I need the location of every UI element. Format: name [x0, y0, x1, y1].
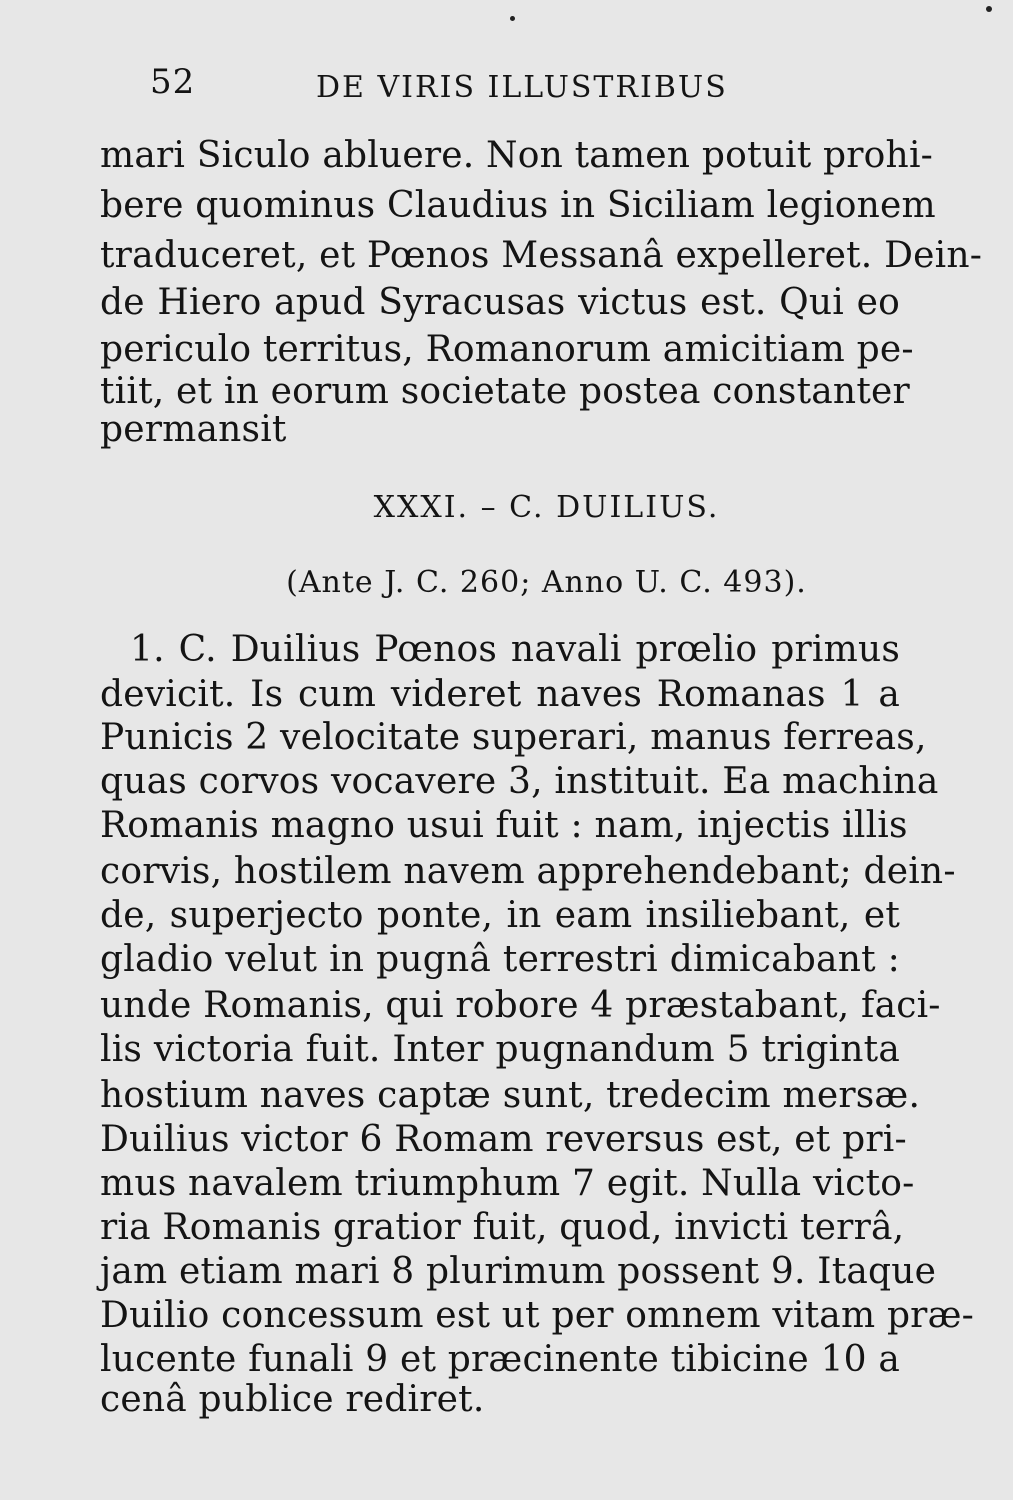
text-line: Punicis 2 velocitate superari, manus ferreas,	[100, 717, 927, 758]
text-line: Romanis magno usui fuit : nam, injectis illis	[100, 805, 908, 846]
text-line: gladio velut in pugnâ terrestri dimicabant :	[100, 939, 900, 980]
page-number: 52	[150, 62, 196, 102]
text-line: mus navalem triumphum 7 egit. Nulla victo-	[100, 1163, 915, 1204]
text-line: mari Siculo abluere. Non tamen potuit prohi-	[100, 135, 934, 176]
text-line: unde Romanis, qui robore 4 præstabant, faci-	[100, 985, 941, 1026]
section-date: (Ante J. C. 260; Anno U. C. 493).	[286, 565, 807, 600]
paper-speck	[510, 16, 515, 21]
text-line: hostium naves captæ sunt, tredecim mersæ.	[100, 1075, 921, 1116]
paper-speck	[986, 6, 992, 12]
text-line: 1. C. Duilius Pœnos navali prœlio primus	[130, 629, 900, 670]
text-line: jam etiam mari 8 plurimum possent 9. Itaque	[100, 1251, 937, 1292]
text-line: lis victoria fuit. Inter pugnandum 5 triginta	[100, 1029, 900, 1070]
text-line: lucente funali 9 et præcinente tibicine 10 a	[100, 1339, 901, 1380]
text-line: tiit, et in eorum societate postea constanter	[100, 371, 910, 412]
text-line: ria Romanis gratior fuit, quod, invicti terrâ,	[100, 1207, 905, 1248]
text-line: de Hiero apud Syracusas victus est. Qui eo	[100, 282, 900, 323]
section-heading: XXXI. – C. DUILIUS.	[373, 490, 720, 525]
text-line: devicit. Is cum videret naves Romanas 1 a	[100, 674, 900, 715]
text-line: permansit	[100, 409, 287, 450]
text-line: quas corvos vocavere 3, instituit. Ea machina	[100, 761, 939, 802]
text-line: Duilius victor 6 Romam reversus est, et pri-	[100, 1119, 907, 1160]
running-head: DE VIRIS ILLUSTRIBUS	[316, 70, 728, 105]
text-line: bere quominus Claudius in Siciliam legionem	[100, 185, 936, 226]
text-line: de, superjecto ponte, in eam insiliebant, et	[100, 895, 900, 936]
text-line: Duilio concessum est ut per omnem vitam præ-	[100, 1295, 974, 1336]
text-line: traduceret, et Pœnos Messanâ expelleret. Dein-	[100, 235, 983, 276]
text-line: corvis, hostilem navem apprehendebant; dein-	[100, 851, 956, 892]
text-line: cenâ publice rediret.	[100, 1379, 485, 1420]
text-line: periculo territus, Romanorum amicitiam pe-	[100, 329, 914, 370]
